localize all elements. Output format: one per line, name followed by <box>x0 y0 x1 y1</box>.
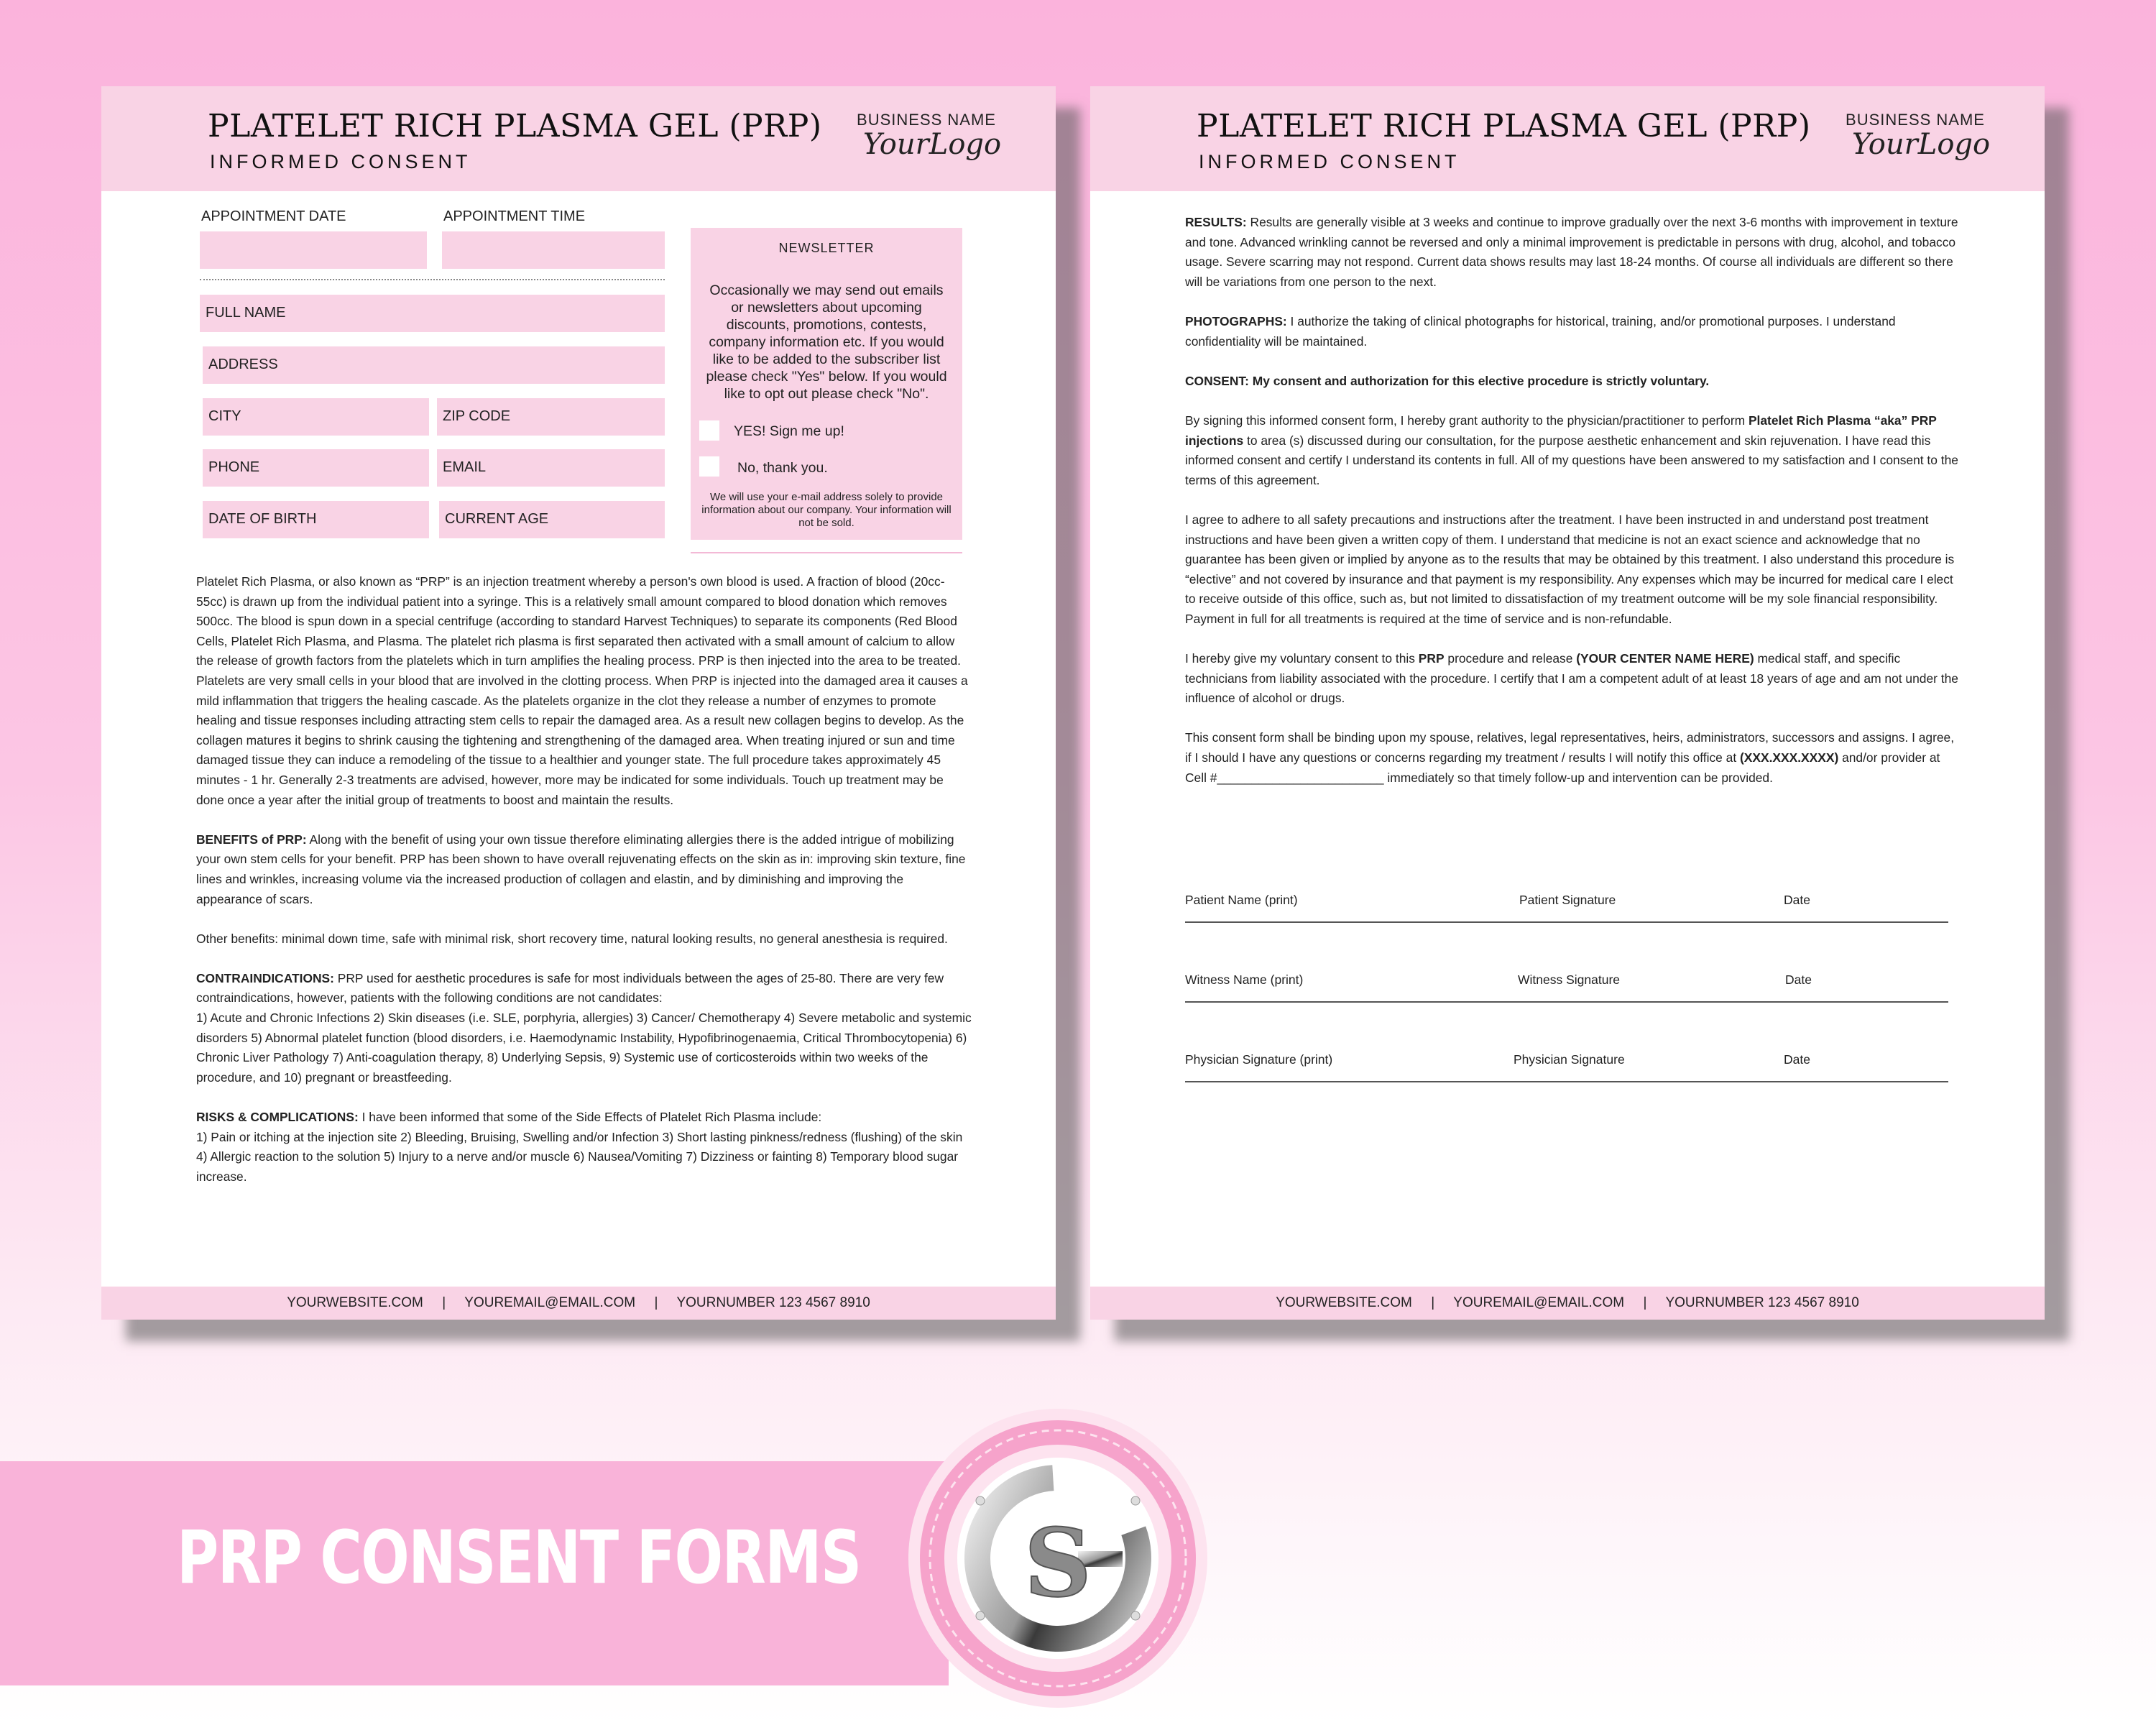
field-label: EMAIL <box>443 459 487 475</box>
footer-contact: YOURWEBSITE.COM | YOUREMAIL@EMAIL.COM | YOURNUMBER 123 4567 8910 <box>1276 1295 1859 1310</box>
appointment-date-input[interactable] <box>200 231 427 269</box>
page2-body-text <box>1185 213 1961 808</box>
zip-code-field[interactable] <box>437 398 665 436</box>
results-paragraph: RESULTS: Results are generally visible at 3 weeks and continue to improve gradually over the next 3-6 months with improvement in texture and tone. Advanced wrinkling cannot be reversed and only a minimal improvement is predictable in persons with drug, alcohol, and tobacco usage. Severe scarring may not respond. Current data shows results may last 18-24 months. Of course all individuals are different so there will be variations from one person to the next. <box>1185 215 1958 289</box>
yes-checkbox[interactable] <box>699 420 719 441</box>
photographs-paragraph: PHOTOGRAPHS: I authorize the taking of clinical photographs for historical, training, and/or promotional purposes. I understand confidentiality will be maintained. <box>1185 313 1896 349</box>
page-header <box>1090 86 2045 191</box>
field-label: CITY <box>208 408 241 424</box>
benefits-paragraph: BENEFITS of PRP: Along with the benefit of using your own tissue therefore eliminating allergies there is the added intrigue of mobilizing your own stem cells for your benefit. PRP has been shown to have overall rejuvenating effects on the skin as in: improving skin texture, fine lines and wrinkles, increasing volume via the increased production of collagen and elastin, and by diminishing and improving the appearance of scars. <box>196 832 966 906</box>
page1-body-text <box>196 572 972 1207</box>
risks-heading: RISKS & COMPLICATIONS: <box>196 1110 359 1125</box>
contraindications-list: 1) Acute and Chronic Infections 2) Skin diseases (i.e. SLE, porphyria, allergies) 3) Cancer/ Chemotherapy 4) Severe metabolic and systemic disorders 5) Abnormal platelet function (blood disorders, i.e. Haemodynamic Instability, Hypofibrinogenaemia, Critical Thrombocytopenia) 6) Chronic Liver Pathology 7) Anti-coagulation therapy, 8) Underlying Sepsis, 9) Systemic use of corticosteroids within two weeks of the procedure, and 10) pregnant or breastfeeding. <box>196 1011 972 1085</box>
logo-placeholder: YourLogo <box>1851 128 1991 161</box>
full-name-field[interactable] <box>200 295 665 332</box>
consent-page-2 <box>1090 86 2045 1320</box>
svg-text:S: S <box>1024 1508 1092 1618</box>
date-of-birth-field[interactable] <box>203 501 429 538</box>
consent-heading: CONSENT: My consent and authorization for this elective procedure is strictly voluntary. <box>1185 373 1710 388</box>
phone-field[interactable] <box>203 449 429 487</box>
appointment-date-label: APPOINTMENT DATE <box>201 208 346 224</box>
authority-paragraph: By signing this informed consent form, I hereby grant authority to the physician/practitioner to perform Platelet Rich Plasma “aka” PRP injections to area (s) discussed during our consultation, for the purpose aesthetic enhancement and skin rejuvenation. I have read this informed consent and certify I understand its contents in full. All of my questions have been answered to my satisfaction and I consent to the terms of this agreement. <box>1185 413 1958 487</box>
contraindications-paragraph: CONTRAINDICATIONS: PRP used for aesthetic procedures is safe for most individuals between the ages of 25-80. There are very few contraindications, however, patients with the following conditions are not candidates: 1) Acute and Chronic Infections 2) Skin diseases (i.e. SLE, porphyria, allergies) 3) Cancer/ Chemotherapy 4) Severe metabolic and systemic disorders 5) Abnormal platelet function (blood disorders, i.e. Haemodynamic Instability, Hypofibrinogenaemia, Critical Thrombocytopenia) 6) Chronic Liver Pathology 7) Anti-coagulation therapy, 8) Underlying Sepsis, 9) Systemic use of corticosteroids within two weeks of the procedure, and 10) pregnant or breastfeeding. <box>196 970 972 1085</box>
field-label: ZIP CODE <box>443 408 511 424</box>
benefits-heading: BENEFITS of PRP: <box>196 832 307 847</box>
other-benefits-paragraph: Other benefits: minimal down time, safe with minimal risk, short recovery time, natural looking results, no general anesthesia is required. <box>196 931 948 946</box>
city-field[interactable] <box>203 398 429 436</box>
intro-paragraph: Platelet Rich Plasma, or also known as “PRP” is an injection treatment whereby a person's own blood is used. A fraction of blood (20cc-55cc) is drawn up from the individual patient into a syringe. This is a relatively small amount compared to blood donation which removes 500cc. The blood is spun down in a special centrifuge (according to standard Harvest Techniques) to separate its components (Red Blood Cells, Platelet Rich Plasma, and Plasma. The platelet rich plasma is first separated then activated with a small amount of calcium to allow the release of growth factors from the platelets which in turn amplifies the healing process. PRP is then injected into the area to be treated. Platelets are very small cells in your blood that are involved in the clotting process. When PRP is injected into the damaged area it causes a mild inflammation that triggers the healing cascade. As the platelets organize in the clot they release a number of enzymes to promote healing and tissue responses including attracting stem cells to repair the damaged area. As a result new collagen begins to develop. As the collagen matures it begins to shrink causing the tightening and strengthening of the damaged area. When treating injured or sun and time damaged tissue they can induce a remodeling of the tissue to a healthier and younger state. The full procedure takes approximately 45 minutes - 1 hr. Generally 2-3 treatments are advised, however, more may be indicated for some individuals. Touch up treatment may be done once a year after the initial group of treatments to boost and maintain the results. <box>196 574 968 807</box>
newsletter-box <box>691 228 962 540</box>
no-checkbox-label: No, thank you. <box>737 460 828 476</box>
banner-title: PRP CONSENT FORMS <box>177 1515 861 1601</box>
risks-paragraph: RISKS & COMPLICATIONS: I have been informed that some of the Side Effects of Platelet Rich Plasma include: 1) Pain or itching at the injection site 2) Bleeding, Bruising, Swelling and/or Infection 3) Short lasting pinkness/redness (flushing) of the skin 4) Allergic reaction to the solution 5) Injury to a nerve and/or muscle 6) Nausea/Vomiting 7) Dizziness or fainting 8) Temporary blood sugar increase. <box>196 1110 963 1184</box>
divider <box>691 552 962 553</box>
risks-list: 1) Pain or itching at the injection site 2) Bleeding, Bruising, Swelling and/or Infection 3) Short lasting pinkness/redness (flushing) of the skin 4) Allergic reaction to the solution 5) Injury to a nerve and/or muscle 6) Nausea/Vomiting 7) Dizziness or fainting 8) Temporary blood sugar increase. <box>196 1129 963 1184</box>
page-footer <box>101 1287 1056 1320</box>
signature-label: Witness Name (print) <box>1185 972 1304 987</box>
release-paragraph: I hereby give my voluntary consent to this PRP procedure and release (YOUR CENTER NAME HERE) medical staff, and specific technicians from liability associated with the procedure. I certify that I am a competent adult of at least 18 years of age and am not under the influence of alcohol or drugs. <box>1185 651 1958 706</box>
signature-label: Physician Signature <box>1514 1052 1625 1067</box>
field-label: CURRENT AGE <box>445 511 549 527</box>
page-subtitle: INFORMED CONSENT <box>210 151 471 172</box>
page-title: PLATELET RICH PLASMA GEL (PRP) <box>208 108 822 144</box>
date-label: Date <box>1785 972 1812 987</box>
logo-placeholder: YourLogo <box>862 128 1002 161</box>
page-subtitle: INFORMED CONSENT <box>1199 151 1460 172</box>
date-label: Date <box>1784 893 1810 907</box>
divider <box>200 279 665 280</box>
field-label: PHONE <box>208 459 260 475</box>
witness-signature-row[interactable] <box>1185 972 1948 1003</box>
field-label: DATE OF BIRTH <box>208 511 317 527</box>
page-footer <box>1090 1287 2045 1320</box>
brand-seal-icon <box>907 1407 1209 1709</box>
signature-label: Patient Name (print) <box>1185 893 1298 907</box>
binding-paragraph: This consent form shall be binding upon my spouse, relatives, legal representatives, heirs, administrators, successors and assigns. I agree, if I should I have any questions or concerns regarding my treatment / results I will notify this office at (XXX.XXX.XXXX) and/or provider at Cell #________________________ immediately so that timely follow-up and intervention can be provided. <box>1185 730 1955 785</box>
results-heading: RESULTS: <box>1185 215 1247 229</box>
patient-signature-row[interactable] <box>1185 893 1948 923</box>
date-label: Date <box>1784 1052 1810 1067</box>
field-label: ADDRESS <box>208 356 278 372</box>
newsletter-note: We will use your e-mail address solely to provide information about our company. Your information will not be sold. <box>701 491 952 529</box>
newsletter-body: Occasionally we may send out emails or newsletters about upcoming discounts, promotions, contests, company information etc. If you would like to be added to the subscriber list please check "Yes" below. If you would like to opt out please check "No". <box>706 282 947 402</box>
appointment-time-label: APPOINTMENT TIME <box>443 208 586 224</box>
contraindications-heading: CONTRAINDICATIONS: <box>196 970 334 985</box>
no-checkbox[interactable] <box>699 456 719 477</box>
page-title: PLATELET RICH PLASMA GEL (PRP) <box>1197 108 1811 144</box>
email-field[interactable] <box>437 449 665 487</box>
footer-contact: YOURWEBSITE.COM | YOUREMAIL@EMAIL.COM | YOURNUMBER 123 4567 8910 <box>287 1295 870 1310</box>
yes-checkbox-label: YES! Sign me up! <box>734 423 844 439</box>
field-label: FULL NAME <box>206 305 286 321</box>
current-age-field[interactable] <box>439 501 665 538</box>
physician-signature-row[interactable] <box>1185 1052 1948 1082</box>
appointment-time-input[interactable] <box>442 231 665 269</box>
page-header <box>101 86 1056 191</box>
agreement-paragraph: I agree to adhere to all safety precautions and instructions after the treatment. I have been instructed in and understand post treatment instructions and have been given a written copy of them. I understand that medicine is not an exact science and acknowledge that no guarantee has been given or implied by anyone as to the results that may be obtained by this treatment. I also understand this procedure is “elective” and not covered by insurance and that payment is my responsibility. Any expenses which may be incurred for medical care I elect to receive outside of this office, such as, but not limited to dissatisfaction of my treatment outcome will be my sole financial responsibility. Payment in full for all treatments is required at the time of service and is non-refundable. <box>1185 512 1955 626</box>
address-field[interactable] <box>203 346 665 384</box>
signature-label: Physician Signature (print) <box>1185 1052 1333 1067</box>
consent-page-1 <box>101 86 1056 1320</box>
business-name: BUSINESS NAME <box>857 111 996 129</box>
signature-label: Patient Signature <box>1519 893 1616 907</box>
business-name: BUSINESS NAME <box>1846 111 1985 129</box>
photographs-heading: PHOTOGRAPHS: <box>1185 313 1287 328</box>
newsletter-title: NEWSLETTER <box>778 241 875 255</box>
signature-label: Witness Signature <box>1518 972 1621 987</box>
